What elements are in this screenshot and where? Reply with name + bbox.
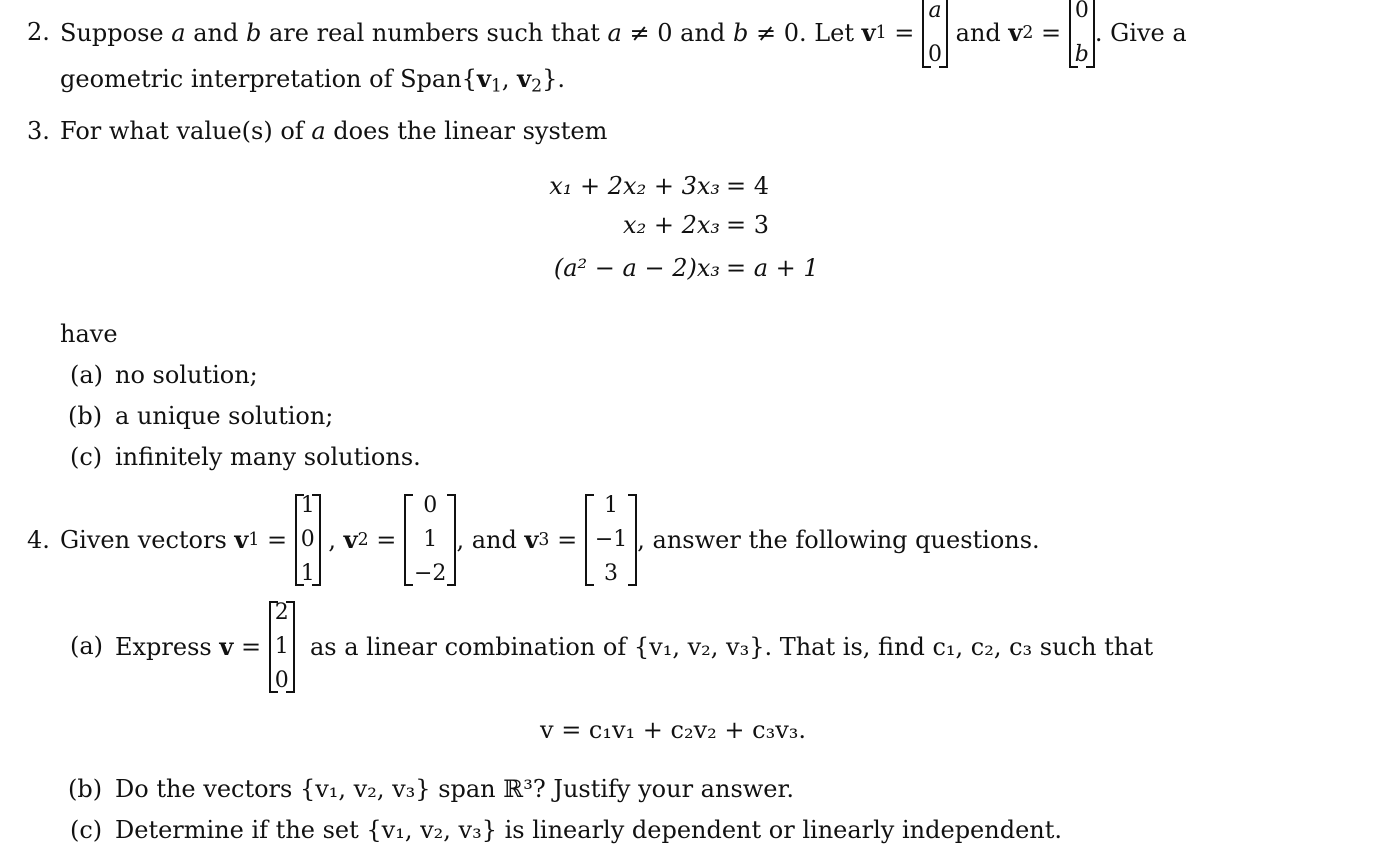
problem-3-part-a-text: no solution; [115, 361, 258, 389]
problem-4-part-a: Express v = 2 1 0 as a linear combination of {v₁, v₂, v₃}. That is, find c₁, c₂, c₃ such that [115, 600, 1154, 693]
problem-2-line2: geometric interpretation of $Span\{v_1$, $v_2$}. [60, 64, 566, 97]
vector-v1-matrix: a 0 [922, 0, 948, 68]
problem-3-number: 3. [27, 117, 50, 145]
problem-3-part-c-label: (c) [70, 443, 103, 471]
problem-4-part-a-label: (a) [70, 632, 104, 660]
system-eq3-rhs: = a + 1 [726, 254, 819, 282]
problem-2-statement: Suppose a and b are real numbers such that a ≠ 0 and b ≠ 0 . Let v 1 = a 0 and v 2 = 0 b . Give a [60, 0, 1187, 67]
problem-3-part-a-label: (a) [70, 361, 104, 389]
problem-3-part-b-text: a unique solution; [115, 402, 334, 430]
vector-v1-matrix-3d: 1 0 1 [295, 494, 321, 586]
problem-2-number: 2. [27, 18, 50, 46]
problem-3-part-b-label: (b) [68, 402, 103, 430]
problem-3-part-c-text: infinitely many solutions. [115, 443, 421, 471]
problem-3-intro: For what value(s) of a does the linear system [60, 117, 608, 145]
vector-v2-matrix-3d: 0 1 −2 [404, 494, 456, 586]
system-eq2-rhs: = 3 [726, 211, 770, 239]
problem-4-part-b-label: (b) [68, 775, 103, 803]
problem-4-part-c-label: (c) [70, 816, 103, 844]
vector-v-matrix: 2 1 0 [269, 601, 295, 693]
system-eq1-rhs: = 4 [726, 172, 770, 200]
vector-v3-matrix-3d: 1 −1 3 [585, 494, 637, 586]
problem-4-display-equation: v = c₁v₁ + c₂v₂ + c₃v₃. [540, 716, 807, 744]
vector-v2-matrix: 0 b [1069, 0, 1095, 68]
problem-4-part-b-text: Do the vectors {v₁, v₂, v₃} span ℝ³? Justify your answer. [115, 775, 794, 803]
problem-4-number: 4. [27, 526, 50, 554]
problem-3-have: have [60, 320, 118, 348]
problem-4-statement: Given vectors v 1 = 1 0 1 , v 2 = 0 1 −2 , and v 3 = 1 −1 3 , answer the following questions. [60, 493, 1040, 586]
problem-4-part-c-text: Determine if the set {v₁, v₂, v₃} is linearly dependent or linearly independent. [115, 816, 1063, 844]
system-eq1-lhs: x₁ + 2x₂ + 3x₃ [549, 172, 720, 200]
system-eq2-lhs: x₂ + 2x₃ [623, 211, 720, 239]
system-eq3-lhs: (a² − a − 2)x₃ [553, 254, 720, 282]
